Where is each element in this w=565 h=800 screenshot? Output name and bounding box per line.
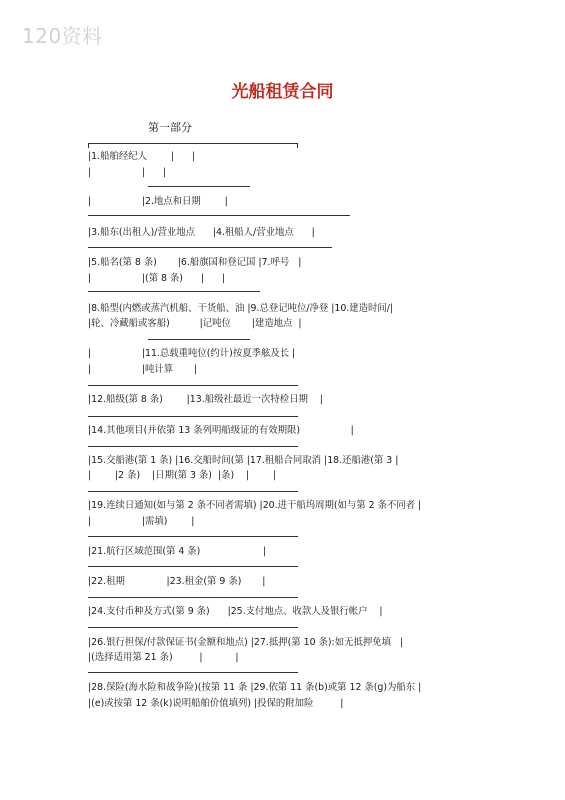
- table-line: |15.交船港(第 1 条) |16.交船时间(第 |17.租船合同取消 |18.还船港(第 3 |: [88, 455, 399, 466]
- table-line: |26.银行担保/付款保证书(金额和地点) |27.抵押(第 10 条):如无抵押免填 |: [88, 637, 404, 648]
- table-rule: [88, 215, 350, 216]
- table-rule: [88, 446, 298, 447]
- table-rule: [88, 291, 260, 292]
- table-rule: [88, 597, 298, 598]
- document-title: 光船租赁合同: [231, 82, 334, 102]
- table-line: |14.其他项目(并依第 13 条列明船级证的有效期限) |: [88, 425, 354, 436]
- table-rule: [88, 491, 298, 492]
- table-line: | |需填) |: [88, 516, 195, 527]
- table-line: |12.船级(第 8 条) |13.船级社最近一次特检日期 |: [88, 394, 323, 405]
- table-line: |24.支付币种及方式(第 9 条) |25.支付地点、收款人及银行帐户 |: [88, 606, 383, 617]
- table-line: |1.船舶经纪人 | |: [88, 151, 196, 162]
- table-line: | |(第 8 条) | |: [88, 273, 226, 284]
- table-rule: [148, 186, 250, 187]
- table-line: | | |: [88, 167, 167, 178]
- table-rule: [88, 385, 298, 386]
- table-tick: [297, 143, 298, 148]
- table-rule: [88, 143, 298, 144]
- table-line: | |2 条) |日期(第 3 条) |条) | |: [88, 470, 277, 481]
- table-rule: [88, 672, 298, 673]
- table-line: | |11.总载重吨位(约计)按夏季舷及长 |: [88, 348, 296, 359]
- watermark: 120资料: [22, 24, 103, 48]
- table-line: |19.连续日通知(如与第 2 条不同者需填) |20.进干船坞周期(如与第 2 条不同者 |: [88, 500, 422, 511]
- table-tick: [88, 143, 89, 148]
- table-rule: [88, 627, 298, 628]
- part-heading: 第一部分: [148, 121, 192, 134]
- table-line: |21.航行区域范围(第 4 条) |: [88, 546, 267, 557]
- table-line: |(选择适用第 21 条) | |: [88, 652, 239, 663]
- table-line: |轮、冷藏船或客船) |记吨位 |建造地点 |: [88, 318, 302, 329]
- table-line: |5.船名(第 8 条) |6.船旗国和登记国 |7.呼号 |: [88, 257, 302, 268]
- table-line: | |2.地点和日期 |: [88, 196, 228, 207]
- table-rule: [148, 339, 250, 340]
- table-line: |22.租期 |23.租金(第 9 条) |: [88, 576, 266, 587]
- table-line: |8.船型(内燃或蒸汽机船、干货船、油 |9.总登记吨位/净登 |10.建造时间/|: [88, 303, 394, 314]
- table-line: |(e)或按第 12 条(k)说明船舶价值填列) |投保的附加险 |: [88, 698, 344, 709]
- table-rule: [88, 416, 298, 417]
- table-rule: [88, 536, 298, 537]
- table-line: | |吨计算 |: [88, 364, 198, 375]
- table-line: |28.保险(海水险和战争险)(按第 11 条 |29.依第 11 条(b)或第 12 条(g)为船东 |: [88, 682, 422, 693]
- table-rule: [88, 566, 298, 567]
- table-rule: [88, 247, 332, 248]
- table-line: |3.船东(出租人)/营业地点 |4.租船人/营业地点 |: [88, 227, 315, 238]
